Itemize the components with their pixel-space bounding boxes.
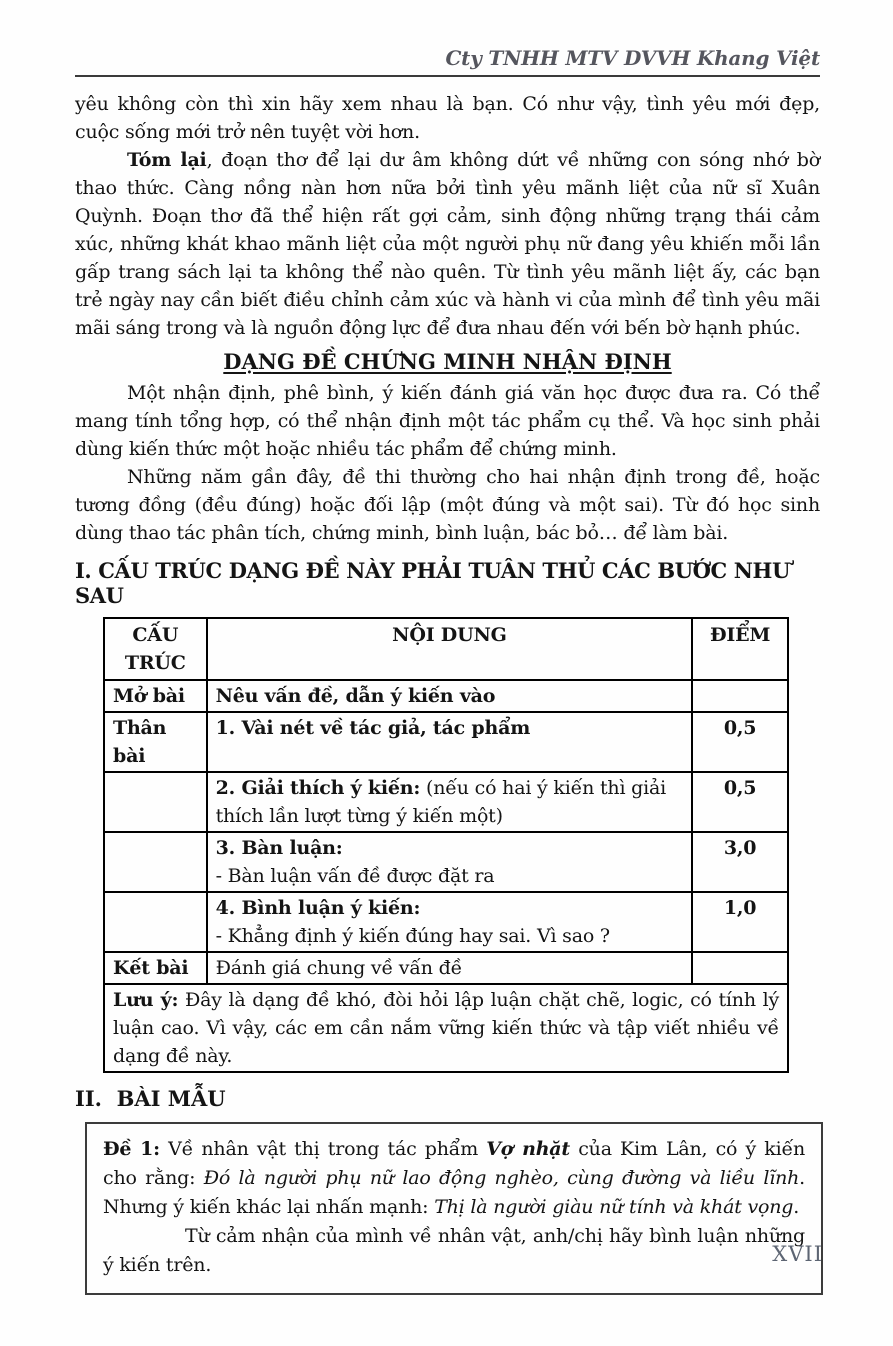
cell-point: 0,5 (692, 772, 788, 832)
structure-heading: I. CẤU TRÚC DẠNG ĐỀ NÀY PHẢI TUÂN THỦ CÁC BƯỚC NHƯ SAU (75, 558, 797, 608)
paragraph-summary: Tóm lại, đoạn thơ để lại dư âm không dứt về những con sóng nhớ bờ thao thức. Càng nồng nàn hơn nữa bởi tình yêu mãnh liệt của nữ sĩ Xuân Quỳnh. Đoạn thơ đã thể hiện rất gợi cảm, sinh động những trạng thái cảm xúc, những khát khao mãnh liệt của một người phụ nữ đang yêu khiến mỗi lần gấp trang sách lại ta không thể nào quên. Từ tình yêu mãnh liệt ấy, các bạn trẻ ngày nay cần biết điều chỉnh cảm xúc và hành vi của mình để tình yêu mãi mãi sáng trong và là nguồn động lực để đưa nhau đến với bến bờ hạnh phúc. (75, 149, 820, 339)
table-row-ban-luan (104, 832, 788, 892)
cell-structure (104, 832, 207, 892)
section-heading: DẠNG ĐỀ CHỨNG MINH NHẬN ĐỊNH (223, 349, 672, 374)
paragraph-continuation: yêu không còn thì xin hãy xem nhau là bạn. Có như vậy, tình yêu mới đẹp, cuộc sống mới trở nên tuyệt vời hơn. (75, 93, 820, 143)
paragraph-definition: Một nhận định, phê bình, ý kiến đánh giá văn học được đưa ra. Có thể mang tính tổng hợp, có thể nhận định một tác phẩm cụ thể. Và học sinh phải dùng kiến thức một hoặc nhiều tác phẩm để chứng minh. (75, 382, 820, 460)
cell-content: 4. Bình luận ý kiến: - Khẳng định ý kiến đúng hay sai. Vì sao ? (207, 892, 693, 952)
table-header-structure: CẤU TRÚC (104, 618, 207, 680)
page-header (75, 46, 820, 75)
cell-point: 3,0 (692, 832, 788, 892)
cell-structure: Thân bài (104, 712, 207, 772)
table-row-giai-thich (104, 772, 788, 832)
sample-question-box (85, 1122, 823, 1295)
cell-point (692, 680, 788, 712)
table-header-row (104, 618, 788, 680)
cell-point (692, 952, 788, 984)
table-header-content: NỘI DUNG (207, 618, 693, 680)
cell-structure: Kết bài (104, 952, 207, 984)
header-rule (75, 75, 820, 77)
sample-question-text: Đề 1: Về nhân vật thị trong tác phẩm Vợ nhặt của Kim Lân, có ý kiến cho rằng: Đó là người phụ nữ lao động nghèo, cùng đường và liều lĩnh. Nhưng ý kiến khác lại nhấn mạnh: Thị là người giàu nữ tính và khát vọng. (103, 1138, 805, 1218)
samples-heading: II. BÀI MẪU (75, 1086, 226, 1111)
table-note: Lưu ý: Đây là dạng đề khó, đòi hỏi lập luận chặt chẽ, logic, có tính lý luận cao. Vì vậy, các em cần nắm vững kiến thức và tập viết nhiều về dạng đề này. (104, 984, 788, 1072)
table-row-binh-luan (104, 892, 788, 952)
cell-content: 2. Giải thích ý kiến: (nếu có hai ý kiến thì giải thích lần lượt từng ý kiến một) (207, 772, 693, 832)
structure-table (103, 617, 789, 1073)
cell-content: 1. Vài nét về tác giả, tác phẩm (207, 712, 693, 772)
table-row-mo-bai (104, 680, 788, 712)
paragraph-recent-years: Những năm gần đây, đề thi thường cho hai nhận định trong đề, hoặc tương đồng (đều đúng) hoặc đối lập (một đúng và một sai). Từ đó học sinh dùng thao tác phân tích, chứng minh, bình luận, bác bỏ… để làm bài. (75, 466, 820, 544)
cell-point: 1,0 (692, 892, 788, 952)
cell-content: Đánh giá chung về vấn đề (207, 952, 693, 984)
cell-structure (104, 772, 207, 832)
table-row-than-bai (104, 712, 788, 772)
company-name: Cty TNHH MTV DVVH Khang Việt (445, 46, 820, 70)
page-number: XVII (772, 1242, 823, 1266)
sample-question-task: Từ cảm nhận của mình về nhân vật, anh/chị hãy bình luận những ý kiến trên. (103, 1225, 805, 1276)
table-header-points: ĐIỂM (692, 618, 788, 680)
cell-structure (104, 892, 207, 952)
cell-structure: Mở bài (104, 680, 207, 712)
table-row-ket-bai (104, 952, 788, 984)
cell-content: Nêu vấn đề, dẫn ý kiến vào (207, 680, 693, 712)
cell-content: 3. Bàn luận: - Bàn luận vấn đề được đặt ra (207, 832, 693, 892)
table-note-row (104, 984, 788, 1072)
cell-point: 0,5 (692, 712, 788, 772)
